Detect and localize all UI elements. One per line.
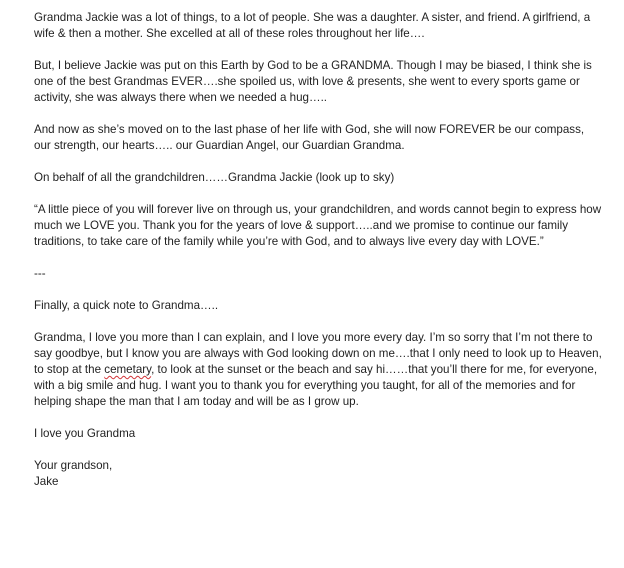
paragraph-guardian: And now as she’s moved on to the last phase of her life with God, she will now FOREVER be our compass, our strength, our hearts….. our Guardian Angel, our Guardian Grandma.	[34, 123, 585, 152]
goodbye-text-end: , to look at the sunset or the beach and say hi……that you’ll there for me, for everyone, with a big smile and hug. I want you to thank you for everything you taught, for all of the memories and for helping shape the man that I am today and will be as I grow up.	[34, 363, 598, 408]
paragraph-intro: Grandma Jackie was a lot of things, to a lot of people. She was a daughter. A sister, and friend. A girlfriend, a wife & then a mother. She excelled at all of these roles throughout her life….	[34, 11, 591, 40]
signature: Jake	[34, 475, 59, 488]
separator-line: ---	[34, 267, 46, 280]
paragraph-goodbye	[34, 330, 604, 410]
misspelled-word[interactable]: cemetary	[104, 363, 152, 376]
paragraph-note-heading: Finally, a quick note to Grandma…..	[34, 299, 219, 312]
paragraph-love-you: I love you Grandma	[34, 427, 136, 440]
closing-line: Your grandson,	[34, 459, 113, 472]
paragraph-behalf: On behalf of all the grandchildren……Grandma Jackie (look up to sky)	[34, 171, 395, 184]
goodbye-text-start: Grandma, I love you more than I can explain, and I love you more every day. I’m so sorry that I’m not there to say goodbye, but I know you are always with God looking down on me….that I only need to look up to Heaven, to stop at the	[34, 331, 602, 376]
paragraph-quote: “A little piece of you will forever live on through us, your grandchildren, and words cannot begin to express how much we LOVE you. Thank you for the years of love & support…..and we promise to continue our family traditions, to take care of the family while you’re with God, and to always live every day with LOVE.”	[34, 203, 602, 248]
document-body	[34, 10, 604, 490]
paragraph-grandma: But, I believe Jackie was put on this Earth by God to be a GRANDMA. Though I may be biased, I think she is one of the best Grandmas EVER….she spoiled us, with love & presents, she went to every sports game or activity, she was always there when we needed a hug…..	[34, 59, 592, 104]
